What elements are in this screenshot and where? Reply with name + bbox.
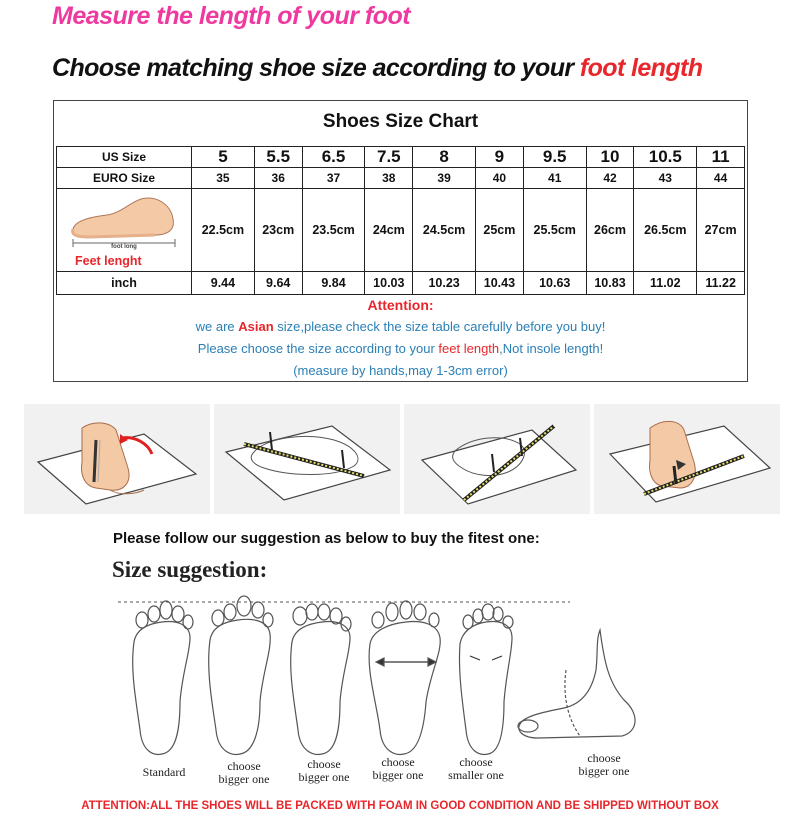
euro-size-row — [57, 168, 745, 189]
caption-standard-text: Standard — [142, 765, 186, 779]
foot-outline-wide — [369, 601, 440, 754]
foot-length-cell: 26cm — [586, 189, 634, 272]
attention-line-1-pre: we are — [195, 319, 239, 334]
inch-cell: 9.84 — [302, 272, 365, 295]
foot-length-cell: 27cm — [697, 189, 745, 272]
inch-cell: 9.44 — [192, 272, 255, 295]
caption-4-line-1: choose — [381, 755, 415, 769]
attention-line-1-post: size,please check the size table carefully before you buy! — [273, 319, 606, 334]
foot-length-cell: 24cm — [365, 189, 413, 272]
attention-line-2-post: ,Not insole length! — [499, 341, 604, 356]
caption-3-line-2: bigger one — [298, 770, 350, 784]
measure-step-4 — [594, 404, 780, 514]
subtitle — [52, 54, 702, 83]
caption-6 — [566, 752, 642, 778]
us-size-cell: 5.5 — [254, 147, 302, 168]
caption-3-line-1: choose — [307, 757, 341, 771]
feet-length-label: Feet lenght — [75, 254, 142, 268]
attention-line-3: (measure by hands,may 1-3cm error) — [293, 363, 508, 378]
measure-step-1-illustration — [24, 404, 210, 514]
foot-length-cell: 25cm — [476, 189, 524, 272]
measure-step-2-illustration — [214, 404, 400, 514]
subtitle-main: Choose matching shoe size according to your — [52, 54, 580, 82]
attention-asian-highlight: Asian — [238, 319, 274, 334]
euro-size-cell: 39 — [413, 168, 476, 189]
foot-outline-3 — [291, 604, 351, 754]
us-size-cell: 11 — [697, 147, 745, 168]
caption-4 — [362, 756, 434, 782]
caption-5-line-2: smaller one — [448, 768, 504, 782]
foot-length-label-cell — [57, 189, 192, 272]
size-suggestion-heading: Size suggestion: — [112, 557, 268, 582]
caption-5 — [436, 756, 516, 782]
foot-length-cell: 23.5cm — [302, 189, 365, 272]
euro-size-cell: 35 — [192, 168, 255, 189]
foot-outline-high-instep — [518, 630, 635, 738]
euro-size-cell: 43 — [634, 168, 697, 189]
inch-cell: 10.03 — [365, 272, 413, 295]
suggestion-intro: Please follow our suggestion as below to buy the fitest one: — [113, 530, 540, 547]
caption-3 — [288, 758, 360, 784]
attention-line-1 — [54, 319, 747, 334]
euro-size-cell: 37 — [302, 168, 365, 189]
foot-length-cell: 24.5cm — [413, 189, 476, 272]
foot-length-cell: 26.5cm — [634, 189, 697, 272]
caption-standard — [128, 766, 200, 779]
foot-long-text: foot long — [111, 244, 137, 250]
page-title: Measure the length of your foot — [52, 2, 411, 30]
us-size-cell: 7.5 — [365, 147, 413, 168]
measure-step-3 — [404, 404, 590, 514]
us-size-row — [57, 147, 745, 168]
foot-length-cell: 23cm — [254, 189, 302, 272]
chart-title: Shoes Size Chart — [322, 111, 479, 132]
us-size-label: US Size — [57, 147, 192, 168]
caption-5-line-1: choose — [459, 755, 493, 769]
measure-step-3-illustration — [404, 404, 590, 514]
shipping-attention: ATTENTION:ALL THE SHOES WILL BE PACKED WITH FOAM IN GOOD CONDITION AND BE SHIPPED WITHOUT BOX — [81, 800, 719, 812]
size-table — [56, 146, 745, 295]
us-size-cell: 5 — [192, 147, 255, 168]
subtitle-highlight: foot length — [579, 54, 703, 82]
euro-size-label: EURO Size — [57, 168, 192, 189]
caption-2-line-2: bigger one — [218, 772, 270, 786]
euro-size-cell: 38 — [365, 168, 413, 189]
euro-size-cell: 44 — [697, 168, 745, 189]
size-chart — [53, 100, 748, 382]
inch-cell: 11.02 — [634, 272, 697, 295]
caption-6-line-1: choose — [587, 751, 621, 765]
inch-row — [57, 272, 745, 295]
euro-size-cell: 36 — [254, 168, 302, 189]
foot-outline-standard — [133, 601, 193, 754]
us-size-cell: 10 — [586, 147, 634, 168]
euro-size-cell: 42 — [586, 168, 634, 189]
attention-line-2 — [54, 341, 747, 356]
euro-size-cell: 41 — [523, 168, 586, 189]
us-size-cell: 9 — [476, 147, 524, 168]
foot-outline-narrow — [459, 604, 513, 754]
inch-cell: 10.83 — [586, 272, 634, 295]
us-size-cell: 8 — [413, 147, 476, 168]
caption-2 — [208, 760, 280, 786]
inch-cell: 10.63 — [523, 272, 586, 295]
euro-size-cell: 40 — [476, 168, 524, 189]
caption-6-line-2: bigger one — [578, 764, 630, 778]
attention-line-2-pre: Please choose the size according to your — [197, 341, 439, 356]
measure-step-1 — [24, 404, 210, 514]
foot-length-cell: 22.5cm — [192, 189, 255, 272]
foot-length-cell: 25.5cm — [523, 189, 586, 272]
inch-cell: 10.43 — [476, 272, 524, 295]
attention-title: Attention: — [367, 297, 434, 313]
inch-cell: 10.23 — [413, 272, 476, 295]
inch-cell: 9.64 — [254, 272, 302, 295]
inch-cell: 11.22 — [697, 272, 745, 295]
caption-4-line-2: bigger one — [372, 768, 424, 782]
measure-step-2 — [214, 404, 400, 514]
us-size-cell: 9.5 — [523, 147, 586, 168]
foot-measure-icon — [59, 191, 189, 251]
us-size-cell: 10.5 — [634, 147, 697, 168]
attention-feet-length-highlight: feet length — [438, 341, 500, 356]
us-size-cell: 6.5 — [302, 147, 365, 168]
foot-outline-2 — [209, 596, 273, 754]
foot-length-row — [57, 189, 745, 272]
caption-2-line-1: choose — [227, 759, 261, 773]
measure-step-4-illustration — [594, 404, 780, 514]
inch-label: inch — [57, 272, 192, 295]
